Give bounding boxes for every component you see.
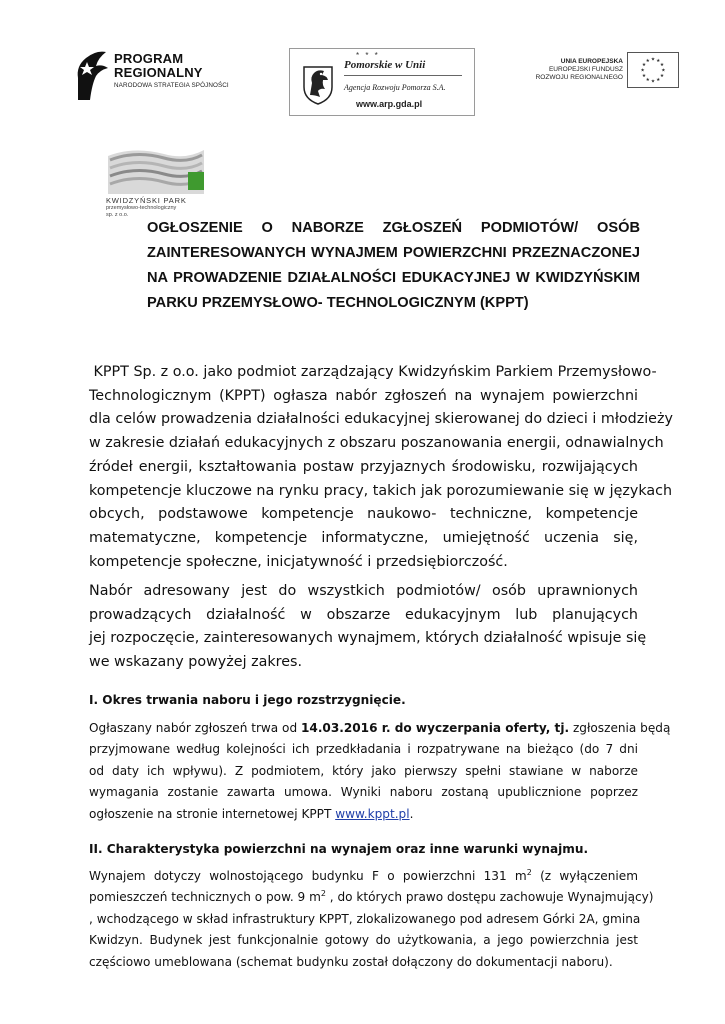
addressees-line: jej rozpoczęcie, zainteresowanych wynajmem, których działalność wpisuje się bbox=[89, 630, 647, 647]
pomorskie-logo-divider bbox=[344, 75, 462, 76]
svg-text:★: ★ bbox=[650, 79, 656, 85]
section-2-text: pomieszczeń technicznych o pow. 9 m bbox=[89, 890, 321, 905]
section-2-paragraph bbox=[89, 866, 654, 973]
kppt-logo-line3: sp. z o.o. bbox=[106, 212, 129, 218]
intro-line: w zakresie działań edukacyjnych z obszaru poszanowania energii, odnawialnych bbox=[89, 435, 664, 452]
section-1-text: zgłoszenia będą bbox=[569, 721, 671, 735]
kppt-waves-icon bbox=[104, 146, 210, 196]
kppt-logo-line2: przemysłowo-technologiczny bbox=[106, 205, 177, 211]
section-1-heading: I. Okres trwania naboru i jego rozstrzygnięcie. bbox=[89, 693, 406, 707]
addressees-paragraph bbox=[89, 580, 647, 675]
title-line: OGŁOSZENIE O NABORZE ZGŁOSZEŃ PODMIOTÓW/ OSÓB bbox=[147, 220, 640, 236]
section-1-paragraph bbox=[89, 718, 671, 825]
svg-text:★: ★ bbox=[661, 68, 666, 74]
svg-text:★: ★ bbox=[645, 77, 650, 83]
program-star-icon bbox=[72, 48, 110, 100]
eu-logo-line2: EUROPEJSKI FUNDUSZ bbox=[548, 66, 623, 73]
svg-text:★: ★ bbox=[656, 58, 661, 64]
eu-fund-logo bbox=[535, 52, 683, 92]
kppt-logo bbox=[104, 146, 210, 222]
svg-text:★: ★ bbox=[640, 68, 645, 74]
intro-line: źródeł energii, kształtowania postaw przyjaznych środowisku, rozwijających bbox=[89, 458, 638, 475]
intro-line: KPPT Sp. z o.o. jako podmiot zarządzający Kwidzyńskim Parkiem Przemysłowo- bbox=[89, 364, 657, 380]
addressees-line: prowadzących działalność w obszarze edukacyjnym lub planujących bbox=[89, 606, 638, 623]
superscript: 2 bbox=[320, 889, 326, 899]
program-regionalny-logo bbox=[70, 46, 240, 106]
program-logo-line1: PROGRAM bbox=[114, 51, 184, 66]
title-line: ZAINTERESOWANYCH WYNAJMEM POWIERZCHNI PRZEZNACZONEJ bbox=[147, 245, 640, 261]
section-1-line: od daty ich wpływu). Z podmiotem, który jako pierwszy spełni stawiane w naborze bbox=[89, 763, 638, 778]
intro-paragraph bbox=[89, 361, 673, 574]
pomorskie-logo-url: www.arp.gda.pl bbox=[356, 99, 423, 109]
intro-line: matematyczne, kompetencje informatyczne, umiejętność uczenia się, bbox=[89, 529, 638, 546]
title-line: NA PROWADZENIE DZIAŁALNOŚCI EDUKACYJNEJ W KWIDZYŃSKIM bbox=[147, 270, 640, 286]
superscript: 2 bbox=[526, 867, 532, 877]
intro-line: obcych, podstawowe kompetencje naukowo- techniczne, kompetencje bbox=[89, 506, 638, 523]
section-2-line bbox=[89, 887, 654, 908]
svg-text:★: ★ bbox=[641, 74, 647, 80]
griffin-crest-icon bbox=[300, 61, 336, 105]
section-1-line: przyjmowane według kolejności ich przedkładania i rozpatrywane na bieżąco (do 7 dni bbox=[89, 742, 638, 757]
section-1-text: ogłoszenie na stronie internetowej KPPT bbox=[89, 806, 336, 821]
section-2-text: (z wyłączeniem bbox=[531, 869, 638, 883]
program-logo-line2: REGIONALNY bbox=[114, 65, 203, 80]
eu-logo-line1: UNIA EUROPEJSKA bbox=[560, 58, 623, 65]
section-2-line bbox=[89, 866, 638, 887]
intro-line: dla celów prowadzenia działalności edukacyjnej skierowanej do dzieci i młodzieży bbox=[89, 411, 673, 428]
section-2-heading: II. Charakterystyka powierzchni na wynajem oraz inne warunki wynajmu. bbox=[89, 842, 589, 856]
section-1-line bbox=[89, 718, 671, 739]
eu-flag-icon bbox=[627, 52, 679, 88]
section-1-date: 14.03.2016 r. do wyczerpania oferty, tj. bbox=[300, 721, 570, 735]
svg-text:★: ★ bbox=[650, 57, 656, 63]
intro-line: kompetencje kluczowe na rynku pracy, takich jak porozumiewanie się w językach bbox=[89, 482, 673, 499]
section-2-line: Kwidzyn. Budynek jest funkcjonalnie gotowy do użytkowania, a jego powierzchnia jest bbox=[89, 933, 638, 948]
svg-text:★: ★ bbox=[659, 62, 665, 68]
svg-text:★: ★ bbox=[645, 58, 650, 64]
stars-decoration: * * * bbox=[356, 51, 380, 60]
section-2-text: , do których prawo dostępu zachowuje Wynajmujący) bbox=[325, 890, 654, 905]
intro-line: Technologicznym (KPPT) ogłasza nabór zgłoszeń na wynajem powierzchni bbox=[89, 387, 638, 404]
svg-text:★: ★ bbox=[659, 74, 665, 80]
section-2-line: , wchodzącego w skład infrastruktury KPPT, zlokalizowanego pod adresem Górki 2A, gmina bbox=[89, 911, 641, 926]
section-1-line bbox=[89, 804, 638, 825]
svg-text:★: ★ bbox=[656, 77, 661, 83]
pomorskie-w-unii-logo bbox=[289, 48, 475, 116]
addressees-line: Nabór adresowany jest do wszystkich podmiotów/ osób uprawnionych bbox=[89, 583, 638, 599]
addressees-line: we wskazany powyżej zakres. bbox=[89, 654, 302, 671]
section-1-text: . bbox=[409, 806, 414, 821]
section-1-line: wymagania zostanie zawarta umowa. Wyniki naboru zostaną upublicznione poprzez bbox=[89, 785, 638, 800]
pomorskie-logo-title: Pomorskie w Unii bbox=[344, 59, 426, 71]
svg-text:★: ★ bbox=[641, 62, 647, 68]
eu-logo-line3: ROZWOJU REGIONALNEGO bbox=[535, 74, 623, 81]
announcement-title bbox=[147, 216, 640, 316]
pomorskie-logo-agency: Agencja Rozwoju Pomorza S.A. bbox=[344, 83, 446, 92]
section-2-text: Wynajem dotyczy wolnostojącego budynku F o powierzchni 131 m bbox=[89, 869, 527, 883]
section-2-line: częściowo umeblowana (schemat budynku został dołączony do dokumentacji naboru). bbox=[89, 954, 613, 969]
kppt-logo-line1: KWIDZYŃSKI PARK bbox=[106, 196, 187, 205]
kppt-website-link[interactable]: www.kppt.pl bbox=[335, 806, 410, 821]
intro-line: kompetencje społeczne, inicjatywność i przedsiębiorczość. bbox=[89, 553, 508, 570]
program-logo-line3: NARODOWA STRATEGIA SPÓJNOŚCI bbox=[114, 82, 229, 89]
section-1-text: Ogłaszany nabór zgłoszeń trwa od bbox=[89, 721, 301, 735]
title-line: PARKU PRZEMYSŁOWO- TECHNOLOGICZNYM (KPPT) bbox=[147, 295, 529, 311]
